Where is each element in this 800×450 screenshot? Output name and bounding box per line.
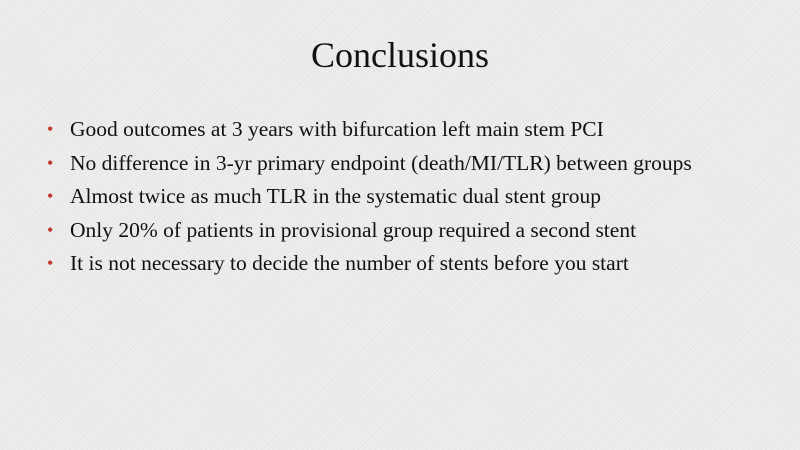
slide-title: Conclusions [310, 35, 489, 75]
bullet-dot-icon: • [47, 253, 54, 273]
bullet-text: Good outcomes at 3 years with bifurcation left main stem PCI [70, 117, 604, 141]
bullet-dot-icon: • [47, 119, 54, 139]
bullet-text: No difference in 3-yr primary endpoint (death/MI/TLR) between groups [70, 150, 692, 175]
bullet-text: Almost twice as much TLR in the systematic dual stent group [70, 184, 602, 208]
bullet-dot-icon: • [47, 152, 54, 173]
bullet-item [44, 214, 692, 248]
bullet-dot-icon: • [47, 186, 54, 206]
bullet-item [44, 180, 692, 214]
bullet-dot-icon: • [47, 219, 54, 240]
bullet-item [44, 113, 692, 147]
bullet-item [44, 247, 692, 281]
bullet-text: Only 20% of patients in provisional group required a second stent [70, 217, 637, 242]
bullet-list [44, 113, 692, 281]
bullet-item [44, 147, 692, 181]
bullet-text: It is not necessary to decide the number of stents before you start [70, 251, 629, 275]
